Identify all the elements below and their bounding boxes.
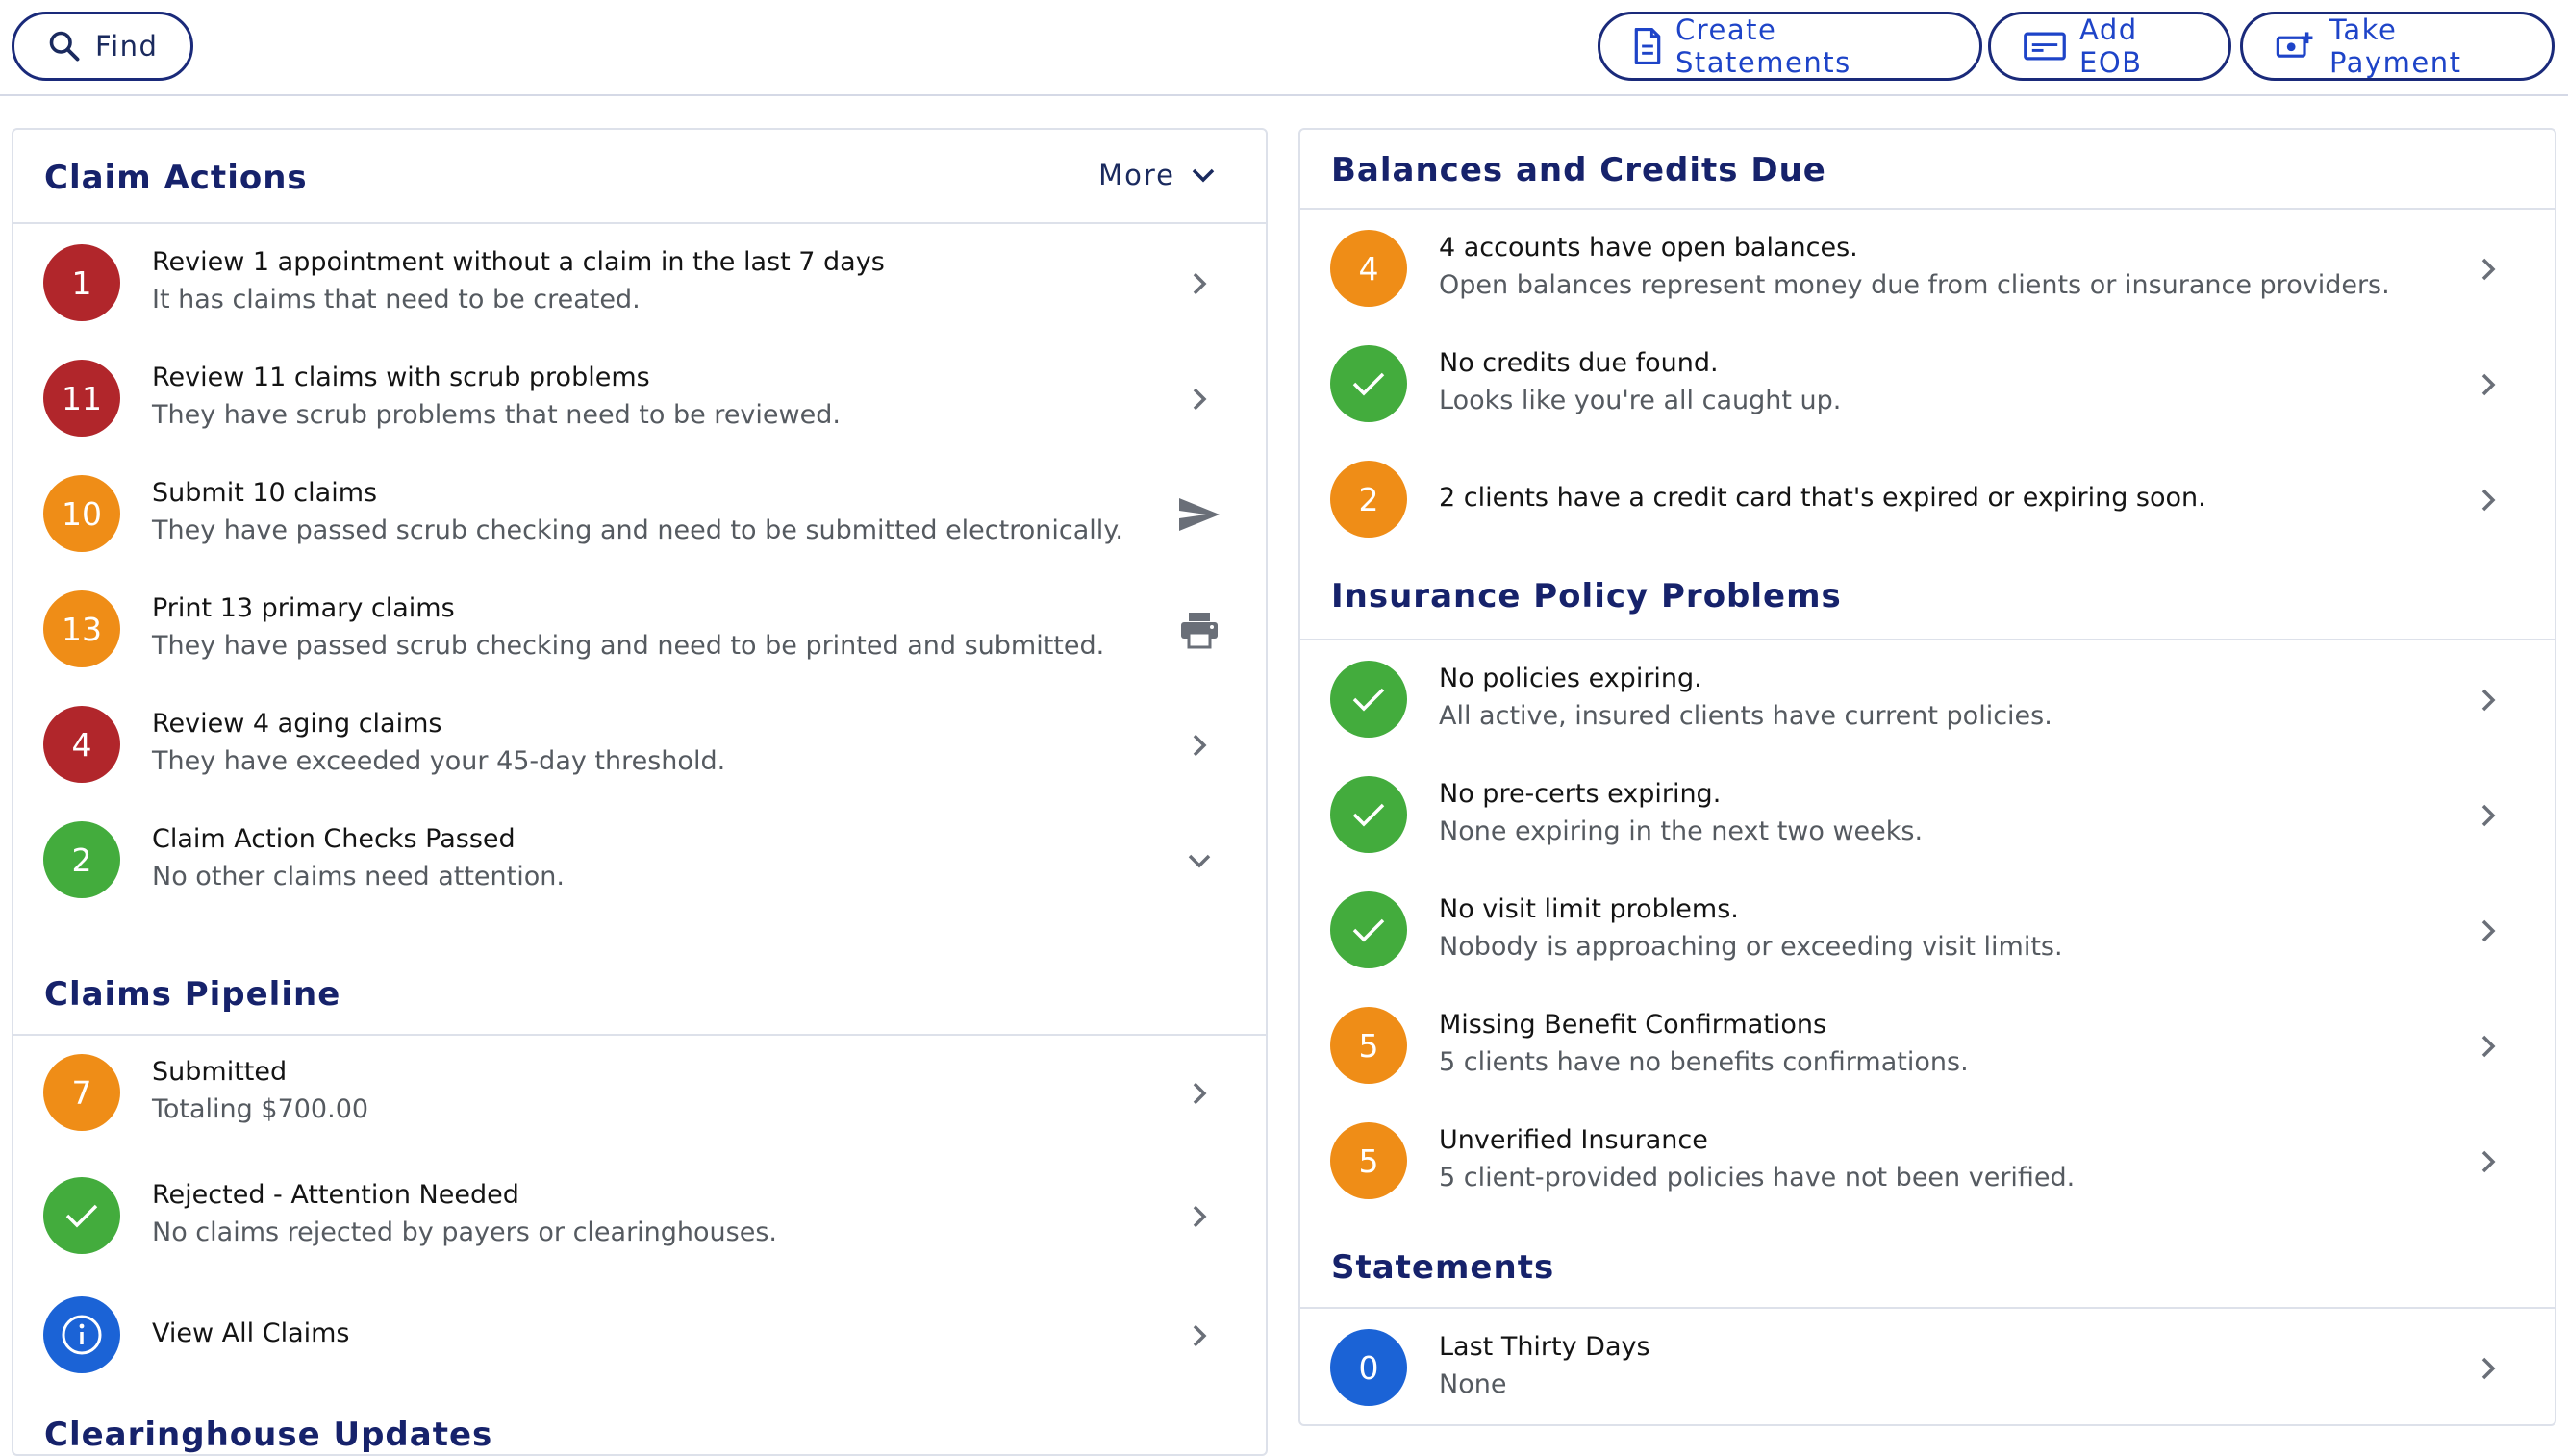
- row-title: Submitted: [152, 1057, 288, 1087]
- row-title: 2 clients have a credit card that's expired or expiring soon.: [1439, 483, 2206, 513]
- insurance-precerts-expiring[interactable]: [1300, 762, 2555, 867]
- claim-action-submit[interactable]: [13, 461, 1266, 566]
- chevron-right-icon: [1175, 1192, 1223, 1241]
- clearinghouse-title: Clearinghouse Updates: [44, 1416, 493, 1454]
- row-subtitle: 5 clients have no benefits confirmations.: [1439, 1047, 1969, 1077]
- check-icon: [43, 1177, 120, 1254]
- add-eob-label: Add EOB: [2079, 13, 2143, 79]
- chevron-right-icon: [2464, 676, 2512, 724]
- row-subtitle: They have exceeded your 45-day threshold.: [152, 746, 726, 776]
- send-icon[interactable]: [1175, 490, 1223, 539]
- row-title: Submit 10 claims: [152, 478, 378, 508]
- account-status-panel: [1298, 128, 2556, 1426]
- insurance-title: Insurance Policy Problems: [1331, 577, 1842, 615]
- count-badge: 1: [43, 244, 120, 321]
- chevron-right-icon: [2464, 791, 2512, 840]
- top-toolbar: [0, 0, 2568, 96]
- statements-last-thirty-days[interactable]: [1300, 1315, 2555, 1420]
- row-subtitle: Totaling $700.00: [152, 1094, 369, 1124]
- row-title: Last Thirty Days: [1439, 1332, 1650, 1362]
- row-subtitle: None expiring in the next two weeks.: [1439, 816, 1924, 846]
- count-badge: 5: [1330, 1007, 1407, 1084]
- count-badge: 2: [43, 821, 120, 898]
- row-subtitle: They have scrub problems that need to be reviewed.: [152, 400, 841, 430]
- chevron-right-icon: [2464, 1138, 2512, 1186]
- info-icon: [43, 1296, 120, 1373]
- count-badge: 4: [43, 706, 120, 783]
- claim-actions-title: Claim Actions: [44, 159, 308, 197]
- pipeline-view-all[interactable]: [13, 1282, 1266, 1388]
- check-icon: [1330, 345, 1407, 422]
- row-title: Missing Benefit Confirmations: [1439, 1010, 1827, 1040]
- find-button-label: Find: [95, 30, 159, 63]
- row-subtitle: 5 client-provided policies have not been verified.: [1439, 1163, 2076, 1192]
- check-icon: [1330, 776, 1407, 853]
- chevron-right-icon: [1175, 260, 1223, 308]
- clearinghouse-header: [13, 1373, 1266, 1456]
- chevron-right-icon: [2464, 245, 2512, 293]
- chevron-right-icon: [1175, 375, 1223, 423]
- create-statements-button[interactable]: [1598, 12, 1982, 81]
- row-title: Review 11 claims with scrub problems: [152, 363, 650, 392]
- claim-action-scrub[interactable]: [13, 345, 1266, 451]
- row-subtitle: No other claims need attention.: [152, 862, 565, 891]
- chevron-right-icon: [2464, 361, 2512, 409]
- chevron-right-icon: [2464, 1344, 2512, 1393]
- row-subtitle: Looks like you're all caught up.: [1439, 386, 1842, 415]
- search-icon: [47, 29, 82, 63]
- chevron-right-icon: [1175, 1069, 1223, 1117]
- row-title: 4 accounts have open balances.: [1439, 233, 1858, 263]
- more-label: More: [1098, 159, 1175, 191]
- chevron-down-icon: [1191, 166, 1216, 184]
- document-icon: [1633, 28, 1662, 64]
- row-title: No policies expiring.: [1439, 664, 1702, 693]
- row-title: View All Claims: [152, 1318, 350, 1348]
- claim-action-appointments[interactable]: [13, 230, 1266, 336]
- print-icon[interactable]: [1175, 606, 1223, 654]
- balance-open-balances[interactable]: [1300, 215, 2555, 321]
- row-subtitle: Nobody is approaching or exceeding visit limits.: [1439, 932, 2063, 962]
- row-subtitle: All active, insured clients have current policies.: [1439, 701, 2052, 731]
- find-button[interactable]: [12, 12, 193, 81]
- eob-card-icon: [2024, 32, 2066, 61]
- chevron-right-icon: [2464, 476, 2512, 524]
- chevron-right-icon: [2464, 907, 2512, 955]
- row-subtitle: They have passed scrub checking and need to be printed and submitted.: [152, 631, 1105, 661]
- row-title: Review 1 appointment without a claim in the last 7 days: [152, 247, 885, 277]
- row-subtitle: It has claims that need to be created.: [152, 285, 641, 314]
- claims-pipeline-header: [13, 933, 1266, 1036]
- row-title: No credits due found.: [1439, 348, 1719, 378]
- row-subtitle: They have passed scrub checking and need to be submitted electronically.: [152, 515, 1123, 545]
- claim-actions-header: [13, 130, 1266, 224]
- row-title: Print 13 primary claims: [152, 593, 455, 623]
- take-payment-label: Take Payment: [2329, 13, 2462, 79]
- chevron-right-icon: [1175, 1312, 1223, 1360]
- create-statements-label: Create Statements: [1675, 13, 1851, 79]
- claim-action-checks-passed[interactable]: [13, 807, 1266, 913]
- count-badge: 7: [43, 1054, 120, 1131]
- claim-action-aging[interactable]: [13, 691, 1266, 797]
- claims-pipeline-title: Claims Pipeline: [44, 975, 341, 1014]
- take-payment-button[interactable]: [2240, 12, 2555, 81]
- row-subtitle: None: [1439, 1369, 1507, 1399]
- more-dropdown[interactable]: [1098, 159, 1216, 191]
- insurance-policies-expiring[interactable]: [1300, 646, 2555, 752]
- insurance-visit-limits[interactable]: [1300, 877, 2555, 983]
- chevron-down-icon[interactable]: [1175, 837, 1223, 885]
- row-title: No visit limit problems.: [1439, 894, 1739, 924]
- row-title: Rejected - Attention Needed: [152, 1180, 519, 1210]
- row-title: Unverified Insurance: [1439, 1125, 1708, 1155]
- balance-credit-cards[interactable]: [1300, 446, 2555, 552]
- row-title: No pre-certs expiring.: [1439, 779, 1722, 809]
- balances-header: [1300, 130, 2555, 210]
- chevron-right-icon: [1175, 721, 1223, 769]
- add-eob-button[interactable]: [1988, 12, 2231, 81]
- statements-title: Statements: [1331, 1248, 1555, 1287]
- balance-credits-due[interactable]: [1300, 331, 2555, 437]
- count-badge: 13: [43, 590, 120, 667]
- row-subtitle: No claims rejected by payers or clearinghouses.: [152, 1218, 777, 1247]
- claim-action-print[interactable]: [13, 576, 1266, 682]
- row-title: Review 4 aging claims: [152, 709, 442, 739]
- insurance-header: [1300, 552, 2555, 640]
- insurance-unverified[interactable]: [1300, 1108, 2555, 1214]
- row-subtitle: Open balances represent money due from clients or insurance providers.: [1439, 270, 2390, 300]
- count-badge: 4: [1330, 230, 1407, 307]
- count-badge: 2: [1330, 461, 1407, 538]
- balances-title: Balances and Credits Due: [1331, 151, 1826, 189]
- chevron-right-icon: [2464, 1022, 2512, 1070]
- row-title: Claim Action Checks Passed: [152, 824, 516, 854]
- count-badge: 0: [1330, 1329, 1407, 1406]
- count-badge: 11: [43, 360, 120, 437]
- pipeline-rejected[interactable]: [13, 1163, 1266, 1268]
- payment-add-icon: [2276, 31, 2316, 62]
- count-badge: 10: [43, 475, 120, 552]
- pipeline-submitted[interactable]: [13, 1040, 1266, 1145]
- count-badge: 5: [1330, 1122, 1407, 1199]
- statements-header: [1300, 1210, 2555, 1309]
- claims-panel: [12, 128, 1268, 1456]
- insurance-benefit-confirmations[interactable]: [1300, 992, 2555, 1098]
- check-icon: [1330, 891, 1407, 968]
- check-icon: [1330, 661, 1407, 738]
